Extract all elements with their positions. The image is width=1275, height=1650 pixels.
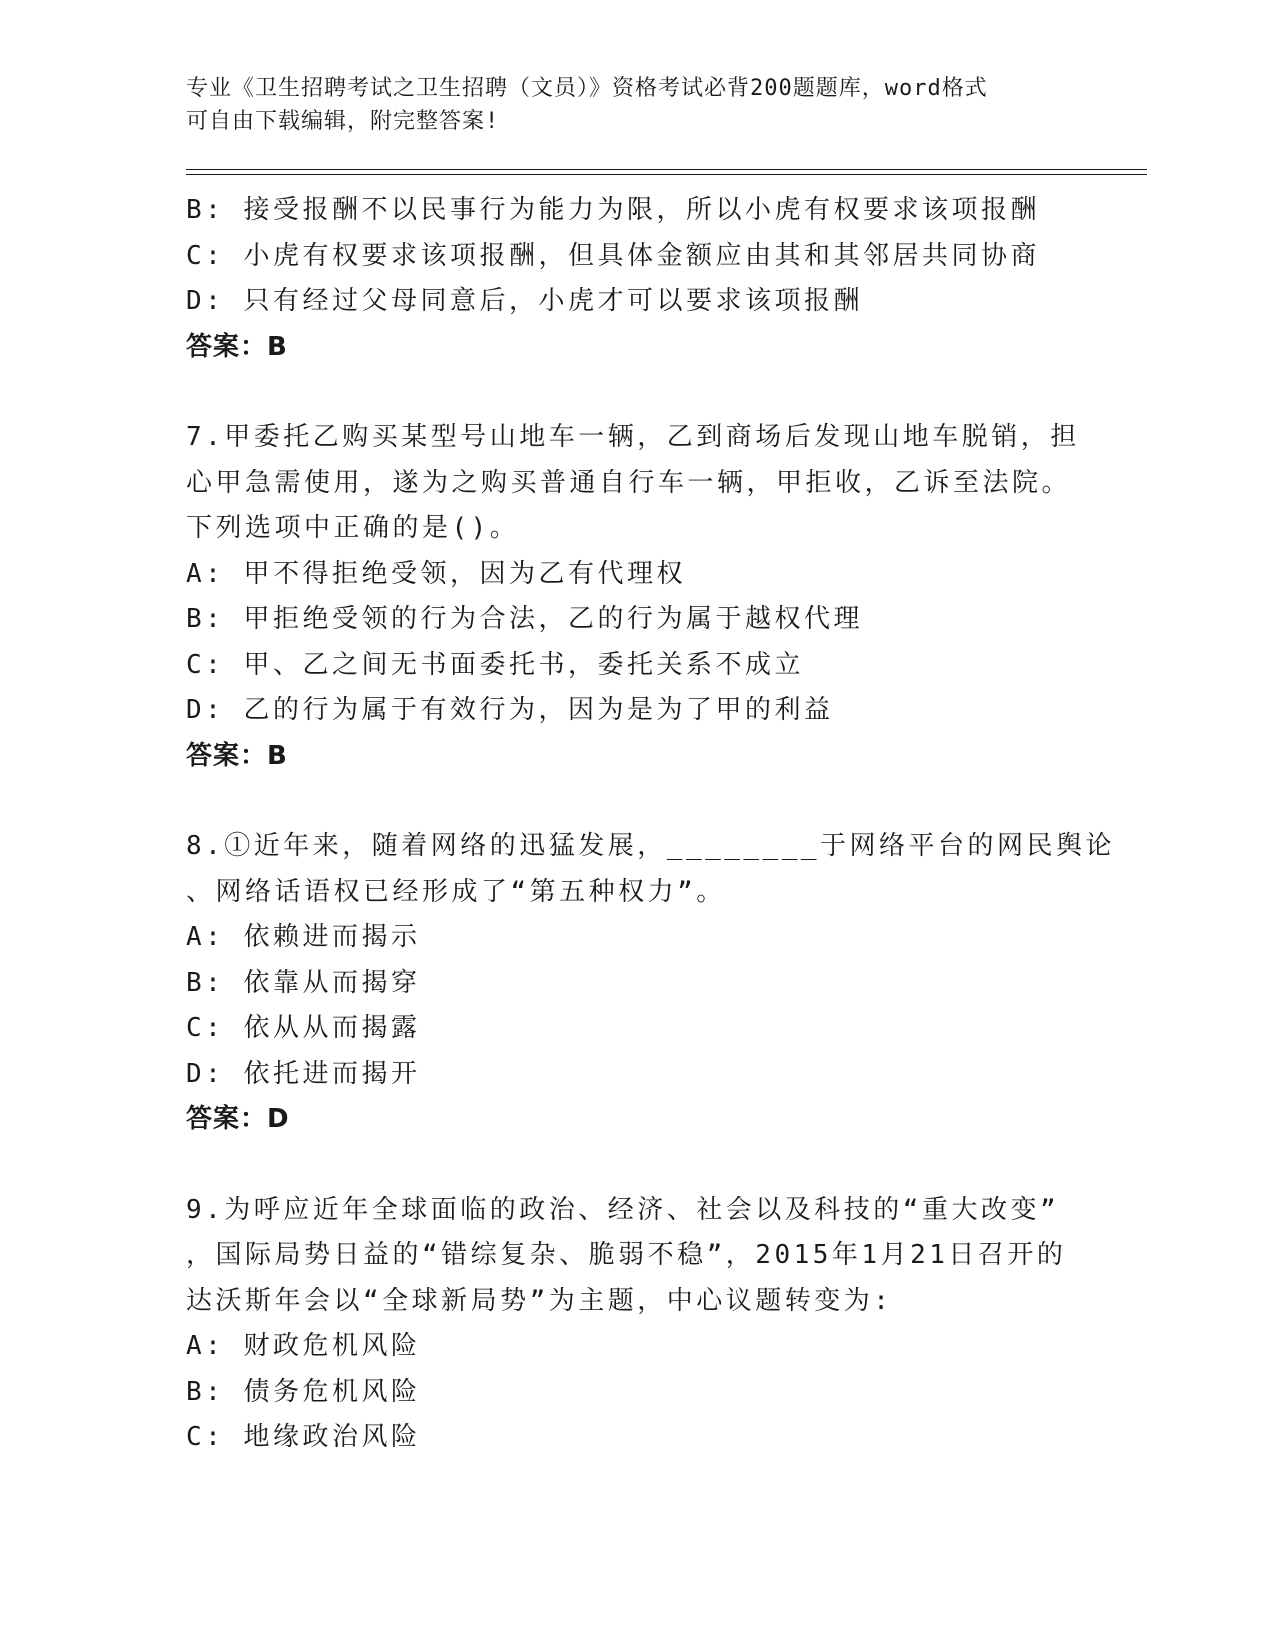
question-9	[186, 1188, 1086, 1461]
q8-option-d: D: 依托进而揭开	[186, 1058, 421, 1089]
q9-stem-line-2: ，国际局势日益的“错综复杂、脆弱不稳”，2015年1月21日召开的	[186, 1240, 1067, 1270]
document-header	[186, 72, 1086, 138]
q7-stem-line-3: 下列选项中正确的是()。	[186, 513, 520, 543]
q7-stem-line-1: 7.甲委托乙购买某型号山地车一辆，乙到商场后发现山地车脱销，担	[186, 422, 1080, 452]
q7-option-d: D: 乙的行为属于有效行为，因为是为了甲的利益	[186, 695, 834, 725]
q8-option-c: C: 依从从而揭露	[186, 1013, 421, 1043]
q9-stem-line-1: 9.为呼应近年全球面临的政治、经济、社会以及科技的“重大改变”	[186, 1194, 1060, 1225]
header-rule-top	[186, 169, 1147, 170]
q7-option-b: B: 甲拒绝受领的行为合法，乙的行为属于越权代理	[186, 604, 863, 634]
q8-option-b: B: 依靠从而揭穿	[186, 967, 421, 998]
q7-option-c: C: 甲、乙之间无书面委托书，委托关系不成立	[186, 649, 804, 680]
q6-option-d: D: 只有经过父母同意后，小虎才可以要求该项报酬	[186, 286, 863, 316]
q9-option-b: B: 债务危机风险	[186, 1376, 421, 1407]
q9-option-c: C: 地缘政治风险	[186, 1422, 421, 1452]
q9-option-a: A: 财政危机风险	[186, 1331, 421, 1361]
q6-option-c: C: 小虎有权要求该项报酬，但具体金额应由其和其邻居共同协商	[186, 240, 1040, 271]
q7-answer: 答案：B	[186, 740, 288, 771]
q8-stem-line-2: 、网络话语权已经形成了“第五种权力”。	[186, 876, 726, 907]
q9-stem-line-3: 达沃斯年会以“全球新局势”为主题，中心议题转变为:	[186, 1285, 893, 1316]
q8-answer: 答案：D	[186, 1104, 290, 1134]
question-content	[186, 188, 1116, 1461]
question-6	[186, 188, 1086, 370]
header-line-1: 专业《卫生招聘考试之卫生招聘（文员）》资格考试必背200题题库，word格式	[186, 76, 988, 101]
q8-option-a: A: 依赖进而揭示	[186, 922, 421, 952]
q7-option-a: A: 甲不得拒绝受领，因为乙有代理权	[186, 558, 686, 589]
question-7	[186, 415, 1086, 779]
header-line-2: 可自由下载编辑，附完整答案!	[186, 109, 500, 134]
q6-option-b: B: 接受报酬不以民事行为能力为限，所以小虎有权要求该项报酬	[186, 195, 1040, 225]
q6-answer: 答案：B	[186, 331, 288, 362]
q7-stem-line-2: 心甲急需使用，遂为之购买普通自行车一辆，甲拒收，乙诉至法院。	[186, 467, 1072, 498]
question-8	[186, 824, 1116, 1143]
header-rule-bottom	[186, 174, 1147, 175]
q8-stem-line-1: 8.①近年来，随着网络的迅猛发展，________于网络平台的网民舆论	[186, 831, 1116, 861]
